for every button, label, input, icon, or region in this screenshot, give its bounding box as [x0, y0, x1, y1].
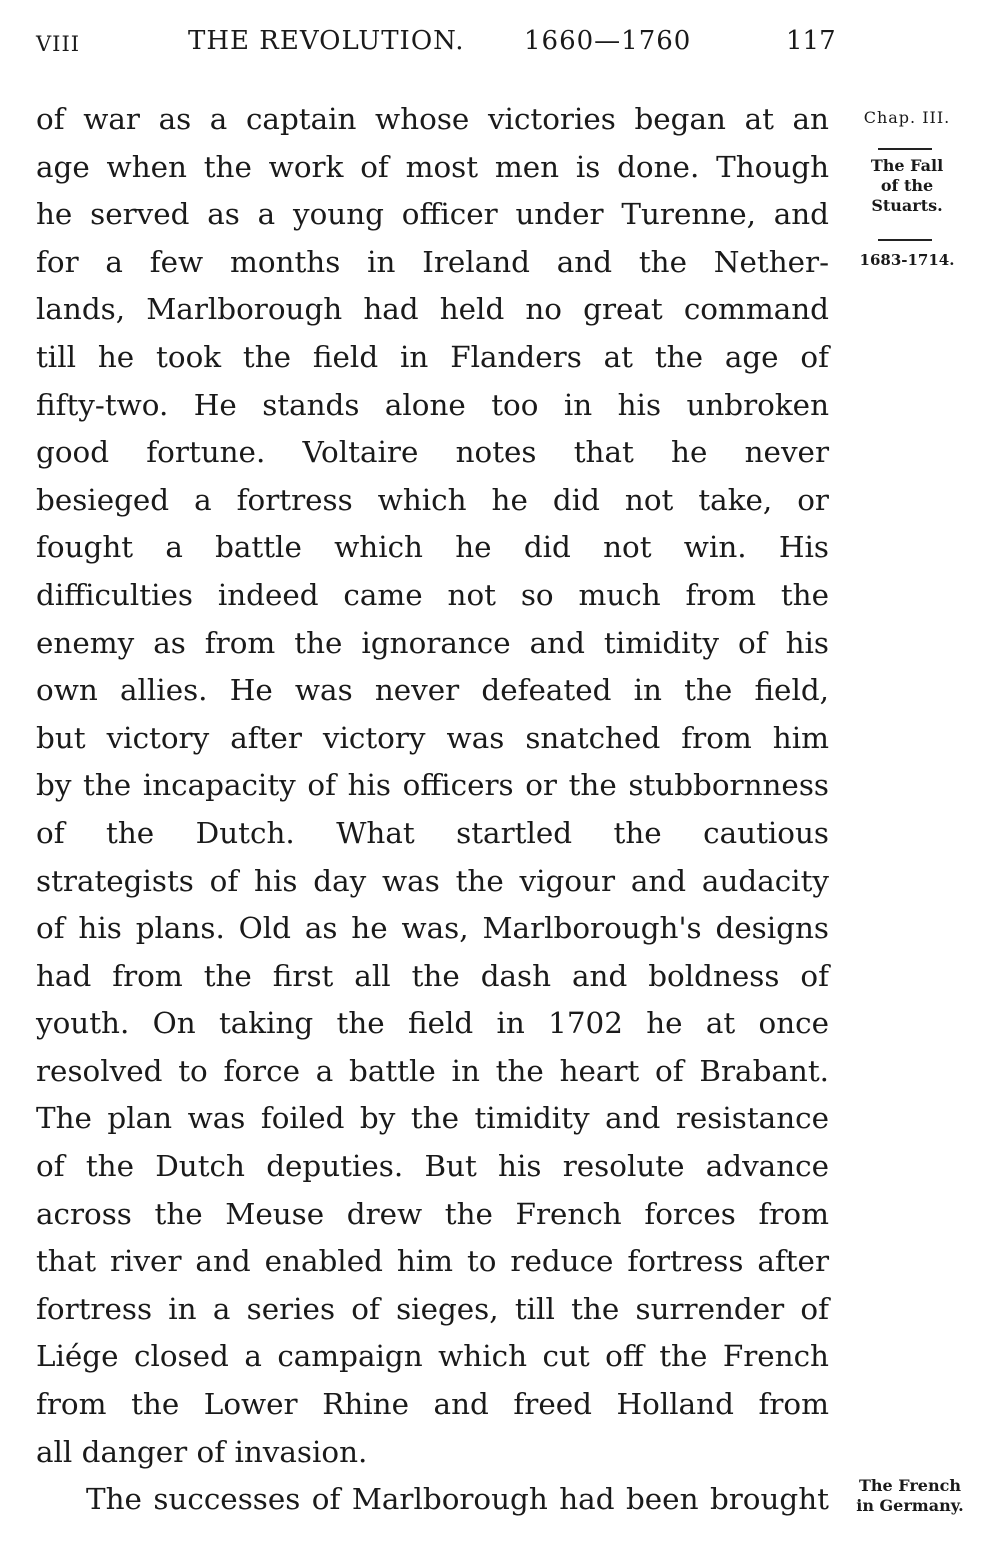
text-line: fifty-two. He stands alone too in his unbroken	[36, 387, 829, 422]
text-line: had from the first all the dash and boldness of	[36, 958, 829, 993]
text-line: age when the work of most men is done. Though	[36, 149, 829, 184]
text-line: till he took the field in Flanders at the age of	[36, 339, 829, 374]
text-line: The plan was foiled by the timidity and resistance	[36, 1101, 829, 1136]
text-line: besieged a fortress which he did not take, or	[36, 482, 829, 517]
margin-section-line: The French	[859, 1476, 961, 1495]
text-line: of the Dutch deputies. But his resolute advance	[36, 1149, 829, 1184]
text-line: for a few months in Ireland and the Nether-	[36, 244, 829, 279]
text-line: of war as a captain whose victories began at an	[36, 102, 829, 136]
paragraph-first-line: The successes of Marlborough had been brought	[86, 1482, 829, 1517]
text-line: from the Lower Rhine and freed Holland from	[36, 1387, 829, 1422]
text-line: of his plans. Old as he was, Marlborough's designs	[36, 911, 829, 946]
text-line: he served as a young officer under Turenne, and	[36, 197, 829, 232]
margin-chapter-note: Chap. III.	[863, 108, 951, 127]
margin-section-line: in Germany.	[856, 1496, 964, 1515]
text-line: resolved to force a battle in the heart of Brabant.	[36, 1053, 829, 1088]
text-line: across the Meuse drew the French forces from	[36, 1196, 829, 1231]
text-line: by the incapacity of his officers or the stubbornness	[36, 768, 829, 803]
text-line: fortress in a series of sieges, till the surrender of	[36, 1291, 829, 1326]
margin-date-note: 1683-1714.	[859, 251, 955, 269]
running-head	[36, 26, 836, 66]
text-line: fought a battle which he did not win. His	[36, 530, 829, 565]
text-line: enemy as from the ignorance and timidity of his	[36, 625, 829, 660]
text-line: that river and enabled him to reduce fortress after	[36, 1244, 829, 1279]
paragraph-last-line: all danger of invasion.	[36, 1434, 368, 1469]
running-head-title: THE REVOLUTION.	[188, 26, 465, 56]
margin-section-note	[836, 1476, 984, 1516]
text-line: Liége closed a campaign which cut off the French	[36, 1339, 829, 1374]
text-line: but victory after victory was snatched from him	[36, 720, 829, 755]
text-line: youth. On taking the field in 1702 he at once	[36, 1006, 829, 1041]
running-head-dates: 1660—1760	[524, 26, 692, 56]
margin-topic-line: The Fall	[870, 156, 944, 175]
text-line: lands, Marlborough had held no great command	[36, 292, 829, 327]
text-line: own allies. He was never defeated in the field,	[36, 673, 829, 708]
text-line: difficulties indeed came not so much from the	[36, 577, 829, 612]
margin-rule	[878, 239, 932, 241]
margin-topic-note	[848, 156, 966, 216]
body-text	[36, 96, 829, 1524]
running-head-section: VIII	[36, 32, 81, 56]
margin-topic-line: Stuarts.	[871, 196, 943, 215]
page-number: 117	[786, 26, 836, 56]
text-line: good fortune. Voltaire notes that he never	[36, 435, 829, 470]
margin-rule	[878, 148, 932, 150]
text-line: of the Dutch. What startled the cautious	[36, 815, 829, 850]
text-line: strategists of his day was the vigour and audacity	[36, 863, 829, 898]
margin-topic-line: of the	[880, 176, 934, 195]
